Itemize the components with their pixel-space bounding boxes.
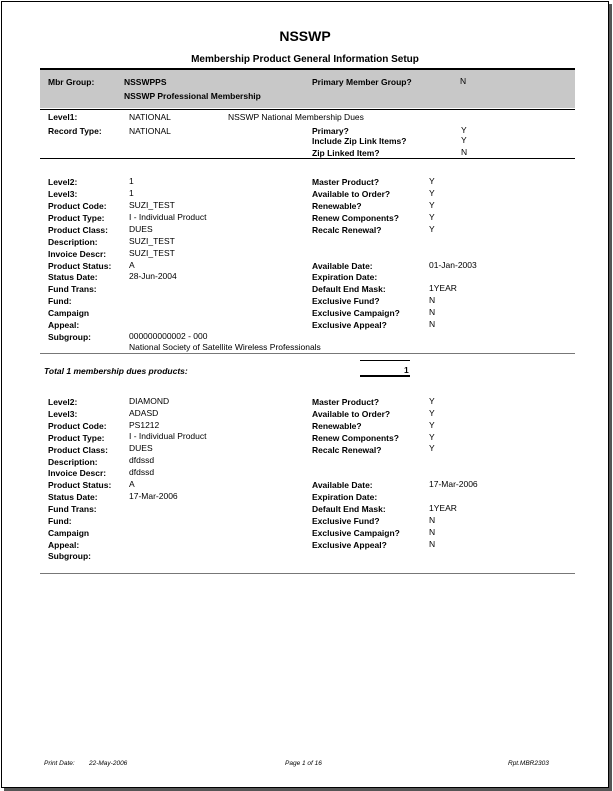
description-value: dfdssd — [129, 455, 155, 465]
level3-label: Level3: — [48, 409, 78, 419]
product-status-value: A — [129, 260, 135, 270]
product-status-label: Product Status: — [48, 261, 112, 271]
product-code-value: PS1212 — [129, 420, 160, 430]
invoice-descr-value: SUZI_TEST — [129, 248, 175, 258]
product-status-label: Product Status: — [48, 480, 112, 490]
available-to-order-value: Y — [429, 188, 435, 198]
invoice-descr-value: dfdssd — [129, 467, 155, 477]
master-product-value: Y — [429, 176, 435, 186]
print-date-label: Print Date: — [44, 760, 75, 767]
product-class-value: DUES — [129, 224, 153, 234]
invoice-descr-label: Invoice Descr: — [48, 468, 107, 478]
status-date-value: 28-Jun-2004 — [129, 271, 177, 281]
include-zip-label: Include Zip Link Items? — [312, 136, 407, 146]
status-date-label: Status Date: — [48, 272, 98, 282]
level1-description: NSSWP National Membership Dues — [228, 112, 364, 122]
product-class-value: DUES — [129, 443, 153, 453]
subgroup-label: Subgroup: — [48, 551, 91, 561]
mbr-group-name: NSSWP Professional Membership — [124, 91, 261, 101]
primary-member-group-value: N — [460, 76, 467, 86]
available-to-order-label: Available to Order? — [312, 409, 391, 419]
primary-member-group-label: Primary Member Group? — [312, 77, 412, 87]
exclusive-appeal-value: N — [429, 319, 436, 329]
level2-value: DIAMOND — [129, 396, 170, 406]
member-group-header — [40, 68, 575, 108]
recalc-renewal-value: Y — [429, 224, 435, 234]
expiration-date-label: Expiration Date: — [312, 272, 378, 282]
exclusive-fund-label: Exclusive Fund? — [312, 296, 380, 306]
renewable-label: Renewable? — [312, 421, 362, 431]
available-date-label: Available Date: — [312, 480, 373, 490]
recalc-renewal-value: Y — [429, 443, 435, 453]
recalc-renewal-label: Recalc Renewal? — [312, 225, 382, 235]
renewable-value: Y — [429, 200, 435, 210]
total-value: 1 — [404, 365, 409, 375]
available-to-order-value: Y — [429, 408, 435, 418]
default-end-mask-value: 1YEAR — [429, 283, 457, 293]
divider — [40, 573, 575, 574]
default-end-mask-label: Default End Mask: — [312, 284, 386, 294]
level2-value: 1 — [129, 176, 134, 186]
master-product-label: Master Product? — [312, 177, 380, 187]
level3-value: ADASD — [129, 408, 159, 418]
level3-label: Level3: — [48, 189, 78, 199]
exclusive-campaign-label: Exclusive Campaign? — [312, 308, 400, 318]
renew-components-label: Renew Components? — [312, 213, 399, 223]
fund-label: Fund: — [48, 516, 72, 526]
divider — [40, 109, 575, 110]
report-title: NSSWP — [279, 28, 331, 44]
fund-trans-label: Fund Trans: — [48, 284, 97, 294]
campaign-label: Campaign — [48, 308, 90, 318]
status-date-value: 17-Mar-2006 — [129, 491, 178, 501]
divider — [40, 158, 575, 159]
available-date-value: 01-Jan-2003 — [429, 260, 477, 270]
zip-linked-value: N — [461, 147, 468, 157]
product-status-value: A — [129, 479, 135, 489]
product-type-label: Product Type: — [48, 433, 105, 443]
product-code-label: Product Code: — [48, 201, 107, 211]
page-number: Page 1 of 16 — [285, 760, 322, 767]
product-type-label: Product Type: — [48, 213, 105, 223]
renew-components-value: Y — [429, 212, 435, 222]
include-zip-value: Y — [461, 135, 467, 145]
subgroup-code: 000000000002 - 000 — [129, 331, 208, 341]
exclusive-campaign-value: N — [429, 307, 436, 317]
level1-value: NATIONAL — [129, 112, 171, 122]
fund-trans-label: Fund Trans: — [48, 504, 97, 514]
level1-label: Level1: — [48, 112, 78, 122]
available-date-label: Available Date: — [312, 261, 373, 271]
available-to-order-label: Available to Order? — [312, 189, 391, 199]
subgroup-name: National Society of Satellite Wireless Professionals — [129, 342, 321, 352]
total-label: Total 1 membership dues products: — [44, 366, 188, 376]
exclusive-campaign-label: Exclusive Campaign? — [312, 528, 400, 538]
level2-label: Level2: — [48, 397, 78, 407]
renewable-label: Renewable? — [312, 201, 362, 211]
record-type-label: Record Type: — [48, 126, 102, 136]
description-label: Description: — [48, 237, 98, 247]
product-code-value: SUZI_TEST — [129, 200, 175, 210]
fund-label: Fund: — [48, 296, 72, 306]
recalc-renewal-label: Recalc Renewal? — [312, 445, 382, 455]
product-type-value: I - Individual Product — [129, 431, 207, 441]
exclusive-campaign-value: N — [429, 527, 436, 537]
exclusive-appeal-label: Exclusive Appeal? — [312, 540, 387, 550]
default-end-mask-value: 1YEAR — [429, 503, 457, 513]
level3-value: 1 — [129, 188, 134, 198]
report-subtitle: Membership Product General Information Setup — [191, 54, 419, 65]
exclusive-fund-label: Exclusive Fund? — [312, 516, 380, 526]
zip-linked-label: Zip Linked Item? — [312, 148, 380, 158]
exclusive-fund-value: N — [429, 295, 436, 305]
product-code-label: Product Code: — [48, 421, 107, 431]
appeal-label: Appeal: — [48, 320, 80, 330]
primary-value: Y — [461, 125, 467, 135]
product-type-value: I - Individual Product — [129, 212, 207, 222]
default-end-mask-label: Default End Mask: — [312, 504, 386, 514]
renewable-value: Y — [429, 420, 435, 430]
mbr-group-label: Mbr Group: — [48, 77, 95, 87]
renew-components-label: Renew Components? — [312, 433, 399, 443]
divider — [40, 353, 575, 354]
campaign-label: Campaign — [48, 528, 90, 538]
description-label: Description: — [48, 457, 98, 467]
status-date-label: Status Date: — [48, 492, 98, 502]
description-value: SUZI_TEST — [129, 236, 175, 246]
product-class-label: Product Class: — [48, 445, 108, 455]
level2-label: Level2: — [48, 177, 78, 187]
master-product-value: Y — [429, 396, 435, 406]
mbr-group-code: NSSWPPS — [124, 77, 167, 87]
available-date-value: 17-Mar-2006 — [429, 479, 478, 489]
exclusive-appeal-value: N — [429, 539, 436, 549]
total-box — [360, 360, 410, 377]
exclusive-fund-value: N — [429, 515, 436, 525]
invoice-descr-label: Invoice Descr: — [48, 249, 107, 259]
exclusive-appeal-label: Exclusive Appeal? — [312, 320, 387, 330]
subgroup-label: Subgroup: — [48, 332, 91, 342]
master-product-label: Master Product? — [312, 397, 380, 407]
product-class-label: Product Class: — [48, 225, 108, 235]
report-id: Rpt.MBR2303 — [508, 760, 549, 767]
report-page — [1, 1, 609, 788]
primary-label: Primary? — [312, 126, 349, 136]
expiration-date-label: Expiration Date: — [312, 492, 378, 502]
record-type-value: NATIONAL — [129, 126, 171, 136]
appeal-label: Appeal: — [48, 540, 80, 550]
renew-components-value: Y — [429, 432, 435, 442]
print-date-value: 22-May-2006 — [89, 760, 128, 767]
